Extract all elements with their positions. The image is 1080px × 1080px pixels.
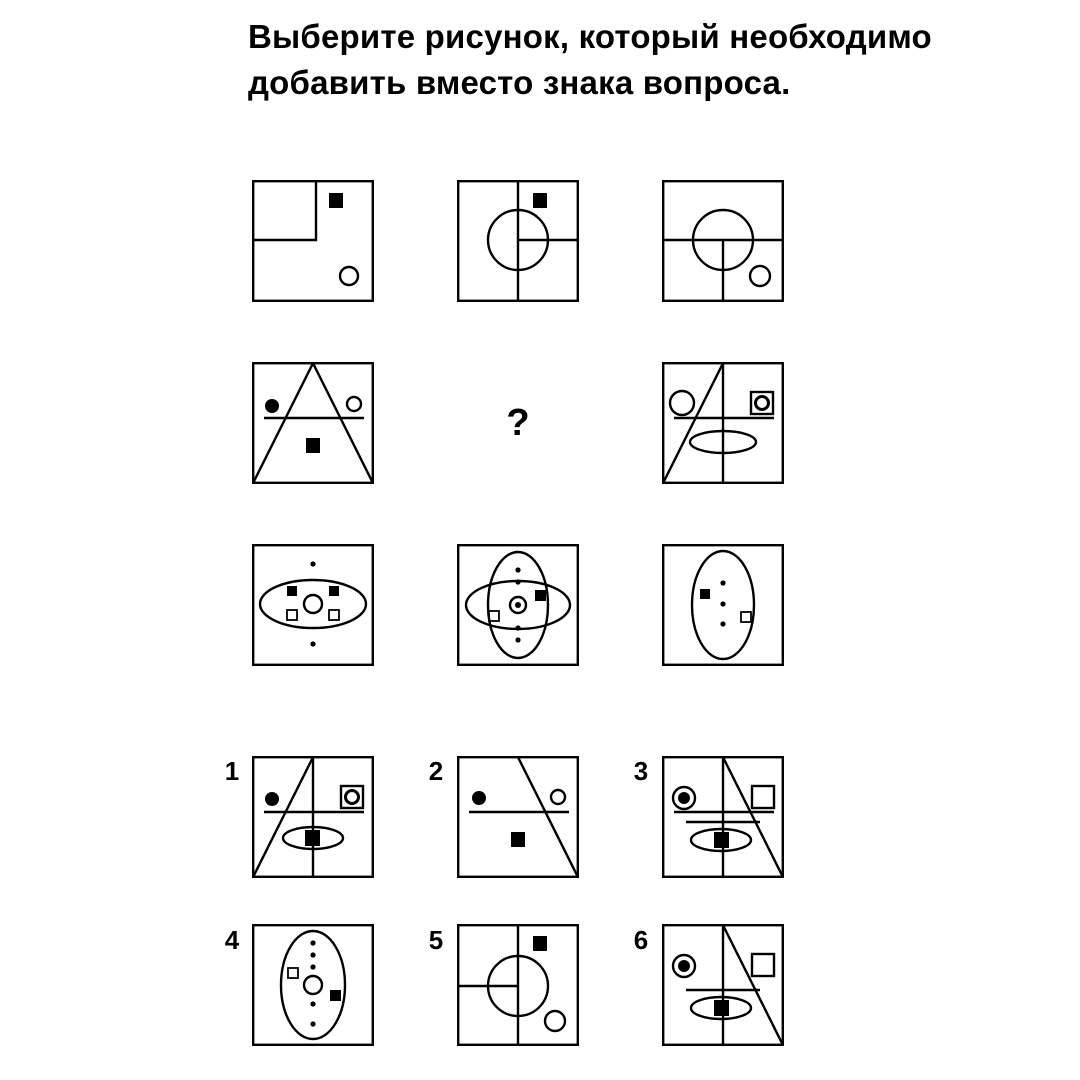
question-text: Выберите рисунок, который необходимо добавить вместо знака вопроса. <box>248 18 932 101</box>
option-4[interactable] <box>252 924 374 1046</box>
option-1[interactable] <box>252 756 374 878</box>
option-number-3: 3 <box>633 756 649 786</box>
matrix-cell-2-1 <box>252 362 374 484</box>
option-2[interactable] <box>457 756 579 878</box>
matrix-cell-1-3 <box>662 180 784 302</box>
option-number-1: 1 <box>224 756 240 786</box>
matrix-cell-3-3 <box>662 544 784 666</box>
option-6[interactable] <box>662 924 784 1046</box>
matrix-cell-1-2 <box>457 180 579 302</box>
option-number-5: 5 <box>428 925 444 955</box>
option-number-6: 6 <box>633 925 649 955</box>
matrix-cell-3-2 <box>457 544 579 666</box>
option-3[interactable] <box>662 756 784 878</box>
question-mark: ? <box>506 401 530 444</box>
matrix-cell-3-1 <box>252 544 374 666</box>
option-number-2: 2 <box>428 756 444 786</box>
option-5[interactable] <box>457 924 579 1046</box>
matrix-cell-2-3 <box>662 362 784 484</box>
matrix-cell-1-1 <box>252 180 374 302</box>
option-number-4: 4 <box>224 925 240 955</box>
